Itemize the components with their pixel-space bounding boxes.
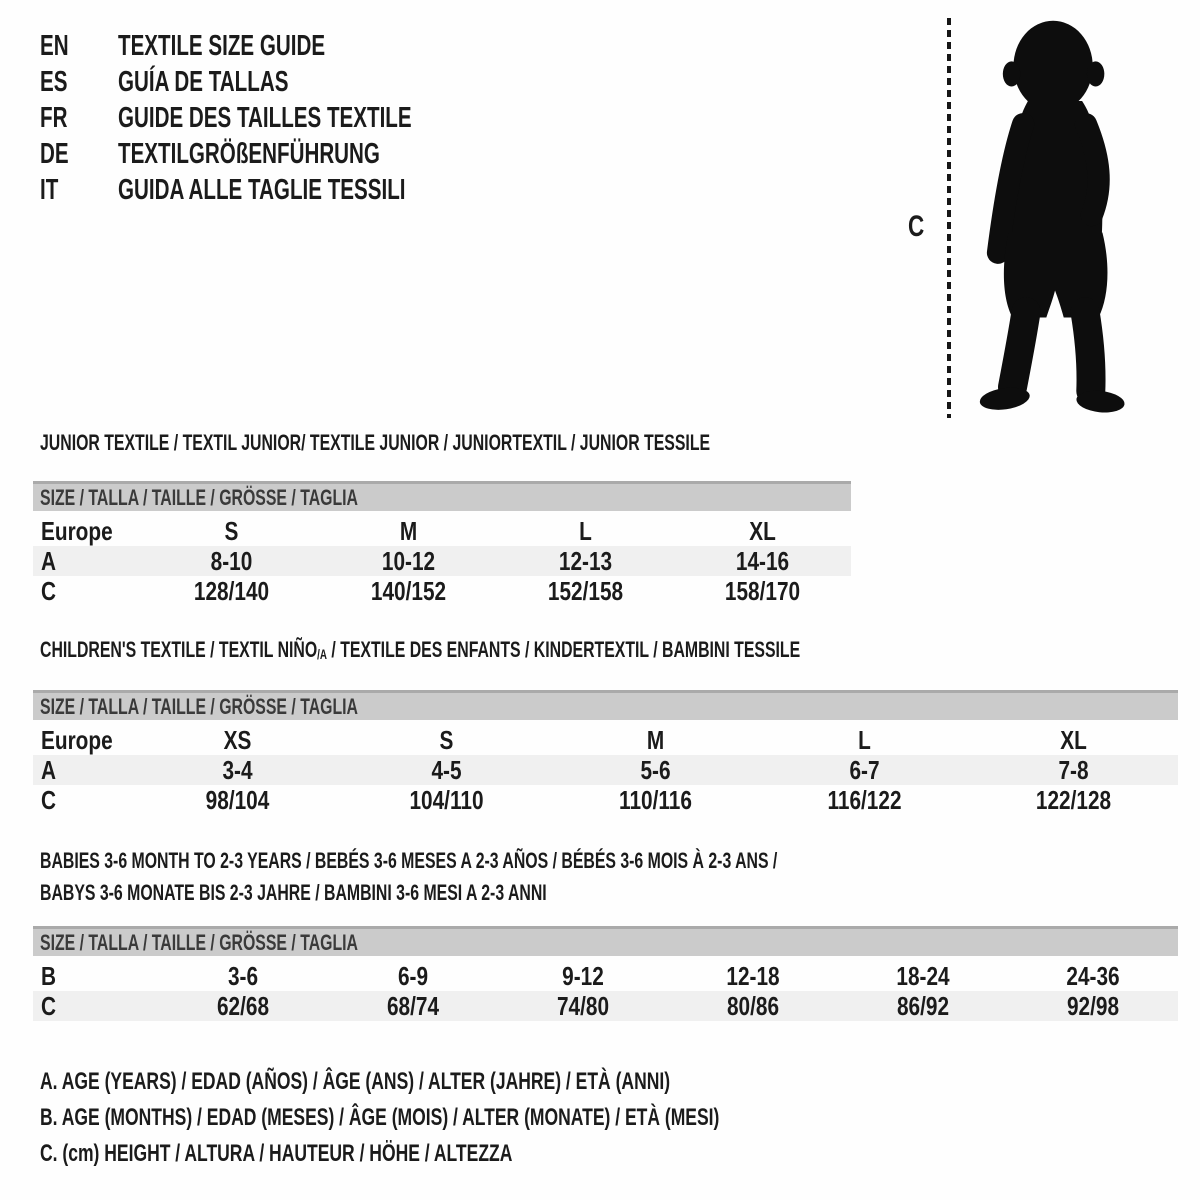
table-cell: 104/110 (409, 784, 484, 815)
row-label: C (41, 575, 57, 606)
col-header-size: M (646, 724, 665, 755)
children-size-table (33, 690, 1178, 815)
legend-line-c: C. (cm) HEIGHT / ALTURA / HAUTEUR / HÖHE / ALTEZZA (40, 1140, 513, 1167)
size-header-bar (33, 690, 1178, 720)
toddler-silhouette-image (958, 14, 1154, 420)
table-cell: 18-24 (896, 960, 950, 991)
page-title: TEXTILE SIZE GUIDE (118, 29, 326, 62)
table-cell: 14-16 (735, 545, 790, 576)
table-cell: 4-5 (431, 754, 462, 785)
table-row-age (33, 546, 851, 576)
col-header-size: S (439, 724, 454, 755)
section-title-babies (40, 845, 777, 909)
table-cell: 98/104 (205, 784, 270, 815)
page-title-fr: GUIDE DES TAILLES TEXTILE (118, 101, 412, 134)
table-cell: 12-18 (726, 960, 780, 991)
page-title-it: GUIDA ALLE TAGLIE TESSILI (118, 173, 406, 206)
row-label: C (41, 990, 57, 1021)
row-label: A (41, 754, 57, 785)
section-title-junior: JUNIOR TEXTILE / TEXTIL JUNIOR/ TEXTILE JUNIOR / JUNIORTEXTIL / JUNIOR TESSILE (40, 430, 711, 455)
table-cell: 68/74 (386, 990, 440, 1021)
language-code: EN (40, 29, 69, 62)
col-header-size: XS (223, 724, 252, 755)
table-row-height (33, 785, 1178, 815)
table-cell: 7-8 (1058, 754, 1089, 785)
col-header-size: M (399, 515, 418, 546)
table-cell: 8-10 (210, 545, 253, 576)
table-cell: 122/128 (1035, 784, 1112, 815)
table-cell: 6-9 (397, 960, 429, 991)
table-cell: 12-13 (558, 545, 613, 576)
babies-size-table (33, 926, 1178, 1021)
table-cell: 9-12 (562, 960, 604, 991)
table-cell: 158/170 (724, 575, 801, 606)
table-cell: 140/152 (370, 575, 447, 606)
row-label: B (41, 960, 57, 991)
table-cell: 152/158 (547, 575, 624, 606)
section-title-text: CHILDREN'S TEXTILE / TEXTIL NIÑO (40, 637, 318, 662)
size-header-text: SIZE / TALLA / TAILLE / GRÖSSE / TAGLIA (40, 693, 358, 719)
table-cell: 10-12 (381, 545, 436, 576)
col-header-size: XL (749, 515, 776, 546)
section-title-line2: BABYS 3-6 MONATE BIS 2-3 JAHRE / BAMBINI 3-6 MESI A 2-3 ANNI (40, 880, 547, 905)
language-code: DE (40, 137, 69, 170)
page-title-de: TEXTILGRÖßENFÜHRUNG (118, 137, 380, 170)
language-title-list (40, 28, 532, 208)
size-header-text: SIZE / TALLA / TAILLE / GRÖSSE / TAGLIA (40, 929, 358, 955)
section-title-subscript: /A (317, 646, 327, 662)
table-cell: 128/140 (193, 575, 270, 606)
table-cell: 3-6 (227, 960, 259, 991)
col-header-size: L (858, 724, 871, 755)
size-header-text: SIZE / TALLA / TAILLE / GRÖSSE / TAGLIA (40, 484, 358, 510)
table-row-height (33, 576, 851, 606)
col-header-size: S (224, 515, 239, 546)
table-header-row (33, 725, 1178, 755)
section-title-text: / TEXTILE DES ENFANTS / KINDERTEXTIL / BAMBINI TESSILE (326, 637, 801, 662)
language-code: FR (40, 101, 68, 134)
size-header-bar (33, 481, 851, 511)
table-row-height (33, 991, 1178, 1021)
table-cell: 6-7 (849, 754, 880, 785)
table-cell: 92/98 (1066, 990, 1120, 1021)
table-cell: 116/122 (827, 784, 902, 815)
page-title-es: GUÍA DE TALLAS (118, 65, 289, 98)
language-code: ES (40, 65, 68, 98)
table-cell: 5-6 (640, 754, 671, 785)
col-header-region: Europe (41, 724, 113, 755)
section-title-children (40, 637, 800, 663)
table-cell: 3-4 (222, 754, 253, 785)
table-header-row (33, 516, 851, 546)
col-header-size: XL (1060, 724, 1087, 755)
section-title-line1: BABIES 3-6 MONTH TO 2-3 YEARS / BEBÉS 3-6 MESES A 2-3 AÑOS / BÉBÉS 3-6 MOIS À 2-3 ANS / (40, 848, 778, 873)
table-cell: 86/92 (896, 990, 950, 1021)
table-row-age (33, 755, 1178, 785)
table-cell: 80/86 (726, 990, 780, 1021)
table-cell: 62/68 (216, 990, 270, 1021)
language-row-fr (40, 100, 532, 136)
table-cell: 24-36 (1066, 960, 1120, 991)
legend-line-a: A. AGE (YEARS) / EDAD (AÑOS) / ÂGE (ANS) / ALTER (JAHRE) / ETÀ (ANNI) (40, 1068, 671, 1095)
table-cell: 110/116 (619, 784, 692, 815)
col-header-size: L (579, 515, 592, 546)
height-measure-label: C (908, 210, 925, 243)
legend (40, 1064, 971, 1172)
language-row-de (40, 136, 532, 172)
size-header-bar (33, 926, 1178, 956)
height-measure-dotted-line (947, 18, 951, 418)
row-label: A (41, 545, 57, 576)
junior-size-table (33, 481, 851, 606)
row-label: C (41, 784, 57, 815)
col-header-region: Europe (41, 515, 113, 546)
table-row-months (33, 961, 1178, 991)
table-cell: 74/80 (556, 990, 610, 1021)
language-row-es (40, 64, 532, 100)
legend-line-b: B. AGE (MONTHS) / EDAD (MESES) / ÂGE (MOIS) / ALTER (MONATE) / ETÀ (MESI) (40, 1104, 720, 1131)
language-row-en (40, 28, 532, 64)
language-row-it (40, 172, 532, 208)
language-code: IT (40, 173, 59, 206)
